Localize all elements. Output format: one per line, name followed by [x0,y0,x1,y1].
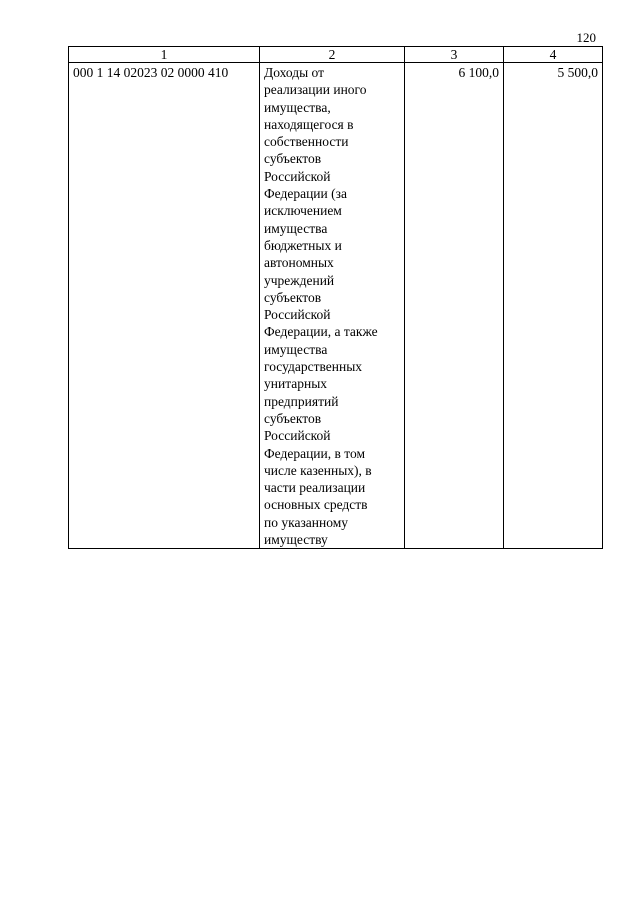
description-line: имуществу [264,532,328,548]
description-line: предприятий [264,393,339,409]
description-line: Федерации, а также [264,324,378,340]
description-line: Доходы от [264,65,325,80]
table-header [69,47,603,63]
table-body [69,63,603,549]
description-line: Российской [264,307,331,323]
header-col-2: 2 [260,47,405,63]
description-line: части реализации [264,480,366,496]
description-line: Федерации (за [264,186,347,202]
header-row [69,47,603,63]
description-line: Российской [264,168,331,184]
description-line: основных средств [264,497,368,513]
header-col-3: 3 [405,47,504,63]
description-line: субъектов [264,410,322,426]
description-line: имущества [264,220,328,236]
description-line: реализации иного [264,82,367,98]
description-line: собственности [264,134,349,150]
description-line: субъектов [264,151,322,167]
description-line: государственных [264,359,363,375]
description-line: учреждений [264,272,335,288]
description-line: имущества [264,341,328,357]
description-line: исключением [264,203,342,219]
value-col4-cell: 5 500,0 [504,63,603,549]
value-col3-cell: 6 100,0 [405,63,504,549]
classification-code-cell: 000 1 14 02023 02 0000 410 [69,63,260,549]
description-line: находящегося в [264,116,354,132]
description-line: Российской [264,428,331,444]
description-line: автономных [264,255,334,271]
description-line: Федерации, в том [264,445,366,461]
table-row [69,63,603,549]
page-number: 120 [576,30,596,45]
header-col-1: 1 [69,47,260,63]
header-col-4: 4 [504,47,603,63]
description-line: по указанному [264,514,349,530]
description-line: бюджетных и [264,237,342,253]
description-line: имущества, [264,99,331,115]
description-line: унитарных [264,376,328,392]
description-cell [260,63,405,549]
budget-table [68,46,603,549]
description-line: субъектов [264,289,322,305]
description-line: числе казенных), в [264,462,372,478]
